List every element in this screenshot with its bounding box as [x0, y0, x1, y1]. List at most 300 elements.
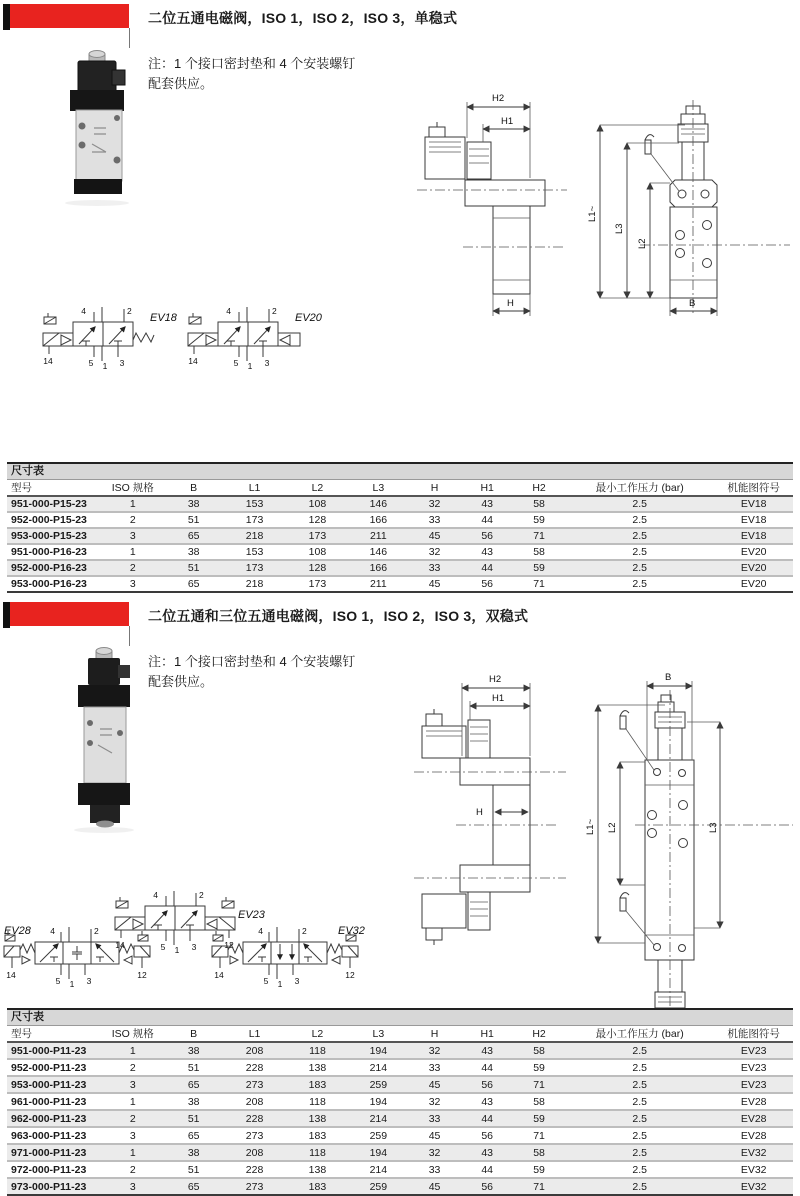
- value-cell: 146: [369, 546, 388, 558]
- table-row: [7, 1110, 793, 1127]
- port-label-14: 14: [115, 940, 125, 950]
- value-cell: 44: [481, 1112, 494, 1125]
- dimension-h: [476, 807, 528, 818]
- value-cell: 71: [533, 1078, 545, 1091]
- value-cell: 166: [369, 514, 388, 526]
- value-cell: 59: [533, 1163, 545, 1176]
- table-row: [7, 1127, 793, 1144]
- port-label-3: 3: [86, 976, 92, 986]
- model-number-cell: 953-000-P11-23: [11, 1078, 87, 1091]
- column-header: 最小工作压力 (bar): [595, 1028, 684, 1040]
- value-cell: EV32: [740, 1163, 767, 1176]
- value-cell: EV18: [740, 530, 767, 542]
- value-cell: 44: [481, 1163, 494, 1176]
- value-cell: 51: [187, 1112, 200, 1125]
- dim-label-h2: H2: [492, 93, 505, 104]
- value-cell: 1: [129, 1146, 136, 1159]
- table-row: [7, 1144, 793, 1161]
- dimension-l3: [614, 143, 679, 298]
- value-cell: 108: [308, 546, 327, 558]
- value-cell: 218: [245, 578, 264, 590]
- value-cell: 65: [187, 578, 200, 590]
- header-row: [7, 480, 793, 496]
- value-cell: 138: [308, 1112, 327, 1125]
- value-cell: 43: [481, 1146, 494, 1159]
- dimension-drawing-front-view: [575, 668, 800, 1030]
- symbol-code: EV18: [150, 312, 177, 324]
- table-row: [7, 544, 793, 560]
- value-cell: 211: [369, 578, 387, 590]
- value-cell: 32: [428, 546, 441, 558]
- banner-rule: [129, 626, 130, 646]
- symbol-drawing: [212, 927, 358, 979]
- value-cell: 138: [308, 1163, 327, 1176]
- value-cell: 65: [187, 1078, 200, 1091]
- value-cell: 1: [129, 1095, 136, 1108]
- value-cell: 228: [245, 1112, 264, 1125]
- port-label-1: 1: [174, 945, 180, 955]
- value-cell: 3: [129, 1180, 136, 1193]
- value-cell: EV32: [740, 1146, 767, 1159]
- value-cell: 58: [533, 1146, 545, 1159]
- valve-symbol-ev28: [2, 918, 167, 990]
- column-header: L2: [311, 1027, 324, 1040]
- port-label-1: 1: [69, 979, 75, 989]
- table-row: [7, 560, 793, 576]
- port-label-2: 2: [94, 926, 99, 936]
- section-red-banner: [10, 4, 129, 28]
- value-cell: 138: [308, 1061, 327, 1074]
- column-header: ISO 规格: [111, 482, 154, 494]
- value-cell: EV20: [740, 562, 767, 574]
- value-cell: 214: [369, 1112, 388, 1125]
- value-cell: 45: [428, 578, 441, 590]
- value-cell: EV18: [740, 514, 767, 526]
- value-cell: EV28: [740, 1112, 767, 1125]
- value-cell: 45: [428, 1078, 441, 1091]
- value-cell: 59: [533, 1112, 545, 1125]
- value-cell: 2.5: [632, 498, 647, 510]
- dimension-h: [493, 294, 530, 316]
- banner-rule: [129, 28, 130, 48]
- value-cell: 2.5: [632, 1061, 647, 1074]
- symbol-code: EV28: [4, 925, 31, 937]
- table-row: [7, 496, 793, 512]
- header-row: [7, 1026, 793, 1042]
- value-cell: 2.5: [632, 1112, 647, 1125]
- valve-outline: [414, 709, 566, 945]
- valve-symbol-ev18: [33, 304, 183, 370]
- model-number-cell: 951-000-P16-23: [11, 546, 87, 558]
- value-cell: 43: [481, 546, 494, 558]
- column-header: H1: [480, 1027, 494, 1040]
- value-cell: 43: [481, 1044, 494, 1057]
- value-cell: 273: [245, 1078, 264, 1091]
- port-label-4: 4: [258, 926, 263, 936]
- value-cell: 65: [187, 1129, 200, 1142]
- port-label-3: 3: [119, 358, 125, 368]
- dim-label-h: H: [507, 298, 514, 309]
- table-row: [7, 1042, 793, 1059]
- value-cell: 194: [369, 1044, 388, 1057]
- table: [7, 480, 793, 593]
- table: [7, 1026, 793, 1196]
- note-line-2: 配套供应。: [148, 674, 214, 689]
- value-cell: 44: [481, 562, 494, 574]
- model-number-cell: 951-000-P15-23: [11, 498, 87, 510]
- port-label-12: 12: [345, 970, 355, 980]
- value-cell: 33: [428, 1163, 441, 1176]
- dimension-h2: [462, 674, 530, 756]
- value-cell: 194: [369, 1146, 388, 1159]
- column-header: 最小工作压力 (bar): [595, 482, 684, 494]
- dimensions-table-2: [7, 1008, 793, 1196]
- product-photo-double-solenoid: [42, 645, 152, 835]
- dim-label-h1: H1: [501, 116, 514, 127]
- column-header: L2: [311, 481, 324, 494]
- value-cell: 2.5: [632, 546, 647, 558]
- value-cell: 32: [428, 1044, 441, 1057]
- value-cell: 173: [308, 530, 327, 542]
- dimension-h2: [467, 93, 530, 178]
- value-cell: 56: [481, 1129, 494, 1142]
- value-cell: 38: [187, 1095, 200, 1108]
- dimension-drawing-side-view: [400, 668, 575, 1008]
- value-cell: 56: [481, 1180, 494, 1193]
- value-cell: 273: [245, 1129, 264, 1142]
- value-cell: 218: [245, 530, 264, 542]
- value-cell: 1: [129, 546, 136, 558]
- note-line-2: 配套供应。: [148, 76, 214, 91]
- model-number-cell: 973-000-P11-23: [11, 1180, 87, 1193]
- column-header: 型号: [11, 1028, 32, 1040]
- symbol-code: EV23: [238, 909, 265, 921]
- banner-black-edge: [3, 602, 10, 628]
- value-cell: 43: [481, 498, 494, 510]
- value-cell: 58: [533, 498, 545, 510]
- value-cell: 2.5: [632, 1044, 647, 1057]
- value-cell: 45: [428, 1129, 441, 1142]
- value-cell: 214: [369, 1163, 388, 1176]
- port-label-5: 5: [88, 358, 94, 368]
- model-number-cell: 952-000-P11-23: [11, 1061, 87, 1074]
- column-header: B: [190, 1027, 198, 1040]
- dim-label-l2: L2: [637, 238, 648, 249]
- value-cell: 51: [187, 562, 200, 574]
- value-cell: 44: [481, 1061, 494, 1074]
- value-cell: 51: [187, 514, 200, 526]
- column-header: B: [190, 481, 198, 494]
- dimension-b: [670, 298, 717, 316]
- port-label-3: 3: [191, 942, 197, 952]
- value-cell: 173: [308, 578, 327, 590]
- value-cell: 33: [428, 514, 441, 526]
- product-photo-single-solenoid: [40, 48, 150, 200]
- value-cell: 259: [369, 1078, 388, 1091]
- value-cell: 108: [308, 498, 327, 510]
- section-red-banner: [10, 602, 129, 626]
- value-cell: 2.5: [632, 514, 647, 526]
- column-header: 型号: [11, 482, 32, 494]
- value-cell: 208: [245, 1044, 264, 1057]
- value-cell: 183: [308, 1180, 327, 1193]
- port-label-2: 2: [127, 306, 132, 316]
- port-label-5: 5: [55, 976, 61, 986]
- value-cell: 59: [533, 514, 545, 526]
- value-cell: 45: [428, 530, 441, 542]
- table-row: [7, 1161, 793, 1178]
- port-label-5: 5: [263, 976, 269, 986]
- value-cell: 1: [129, 498, 136, 510]
- value-cell: 71: [533, 1180, 545, 1193]
- dim-label-h: H: [476, 807, 483, 818]
- value-cell: 71: [533, 1129, 545, 1142]
- table-row: [7, 576, 793, 592]
- valve-outline: [417, 122, 567, 294]
- port-label-1: 1: [247, 361, 253, 371]
- value-cell: 194: [369, 1095, 388, 1108]
- model-number-cell: 963-000-P11-23: [11, 1129, 87, 1142]
- dim-label-h2: H2: [489, 674, 502, 685]
- port-label-4: 4: [81, 306, 86, 316]
- table-title: 尺寸表: [7, 1008, 793, 1026]
- value-cell: 118: [309, 1095, 326, 1108]
- value-cell: 3: [129, 530, 136, 542]
- value-cell: 118: [309, 1146, 326, 1159]
- value-cell: 183: [308, 1078, 327, 1091]
- port-label-14: 14: [6, 970, 16, 980]
- value-cell: 259: [369, 1180, 388, 1193]
- value-cell: 2.5: [632, 1163, 647, 1176]
- value-cell: 183: [308, 1129, 327, 1142]
- value-cell: EV23: [740, 1044, 767, 1057]
- value-cell: 2.5: [632, 1180, 647, 1193]
- value-cell: 59: [533, 1061, 545, 1074]
- column-header: L3: [372, 1027, 385, 1040]
- value-cell: 32: [428, 1146, 441, 1159]
- dimensions-table-1: [7, 462, 793, 593]
- column-header: H: [430, 481, 439, 494]
- value-cell: 2.5: [632, 1078, 647, 1091]
- dimension-l2: [637, 183, 670, 298]
- dim-label-l3: L3: [708, 822, 719, 833]
- note-line-1: 注：1 个接口密封垫和 4 个安装螺钉: [148, 654, 356, 669]
- model-number-cell: 971-000-P11-23: [11, 1146, 87, 1159]
- port-label-2: 2: [272, 306, 277, 316]
- value-cell: 2.5: [632, 1095, 647, 1108]
- column-header: 机能图符号: [727, 482, 780, 494]
- value-cell: 173: [245, 562, 264, 574]
- value-cell: 273: [245, 1180, 264, 1193]
- value-cell: 2: [129, 1163, 136, 1176]
- mounting-screw-detail-bottom: [620, 893, 654, 945]
- value-cell: 33: [428, 1061, 441, 1074]
- value-cell: 38: [187, 1044, 200, 1057]
- model-number-cell: 952-000-P16-23: [11, 562, 87, 574]
- column-header: H: [430, 1027, 439, 1040]
- value-cell: EV23: [740, 1061, 767, 1074]
- value-cell: EV18: [740, 498, 767, 510]
- value-cell: EV23: [740, 1078, 767, 1091]
- value-cell: 56: [481, 530, 494, 542]
- value-cell: 146: [369, 498, 388, 510]
- value-cell: 228: [245, 1163, 264, 1176]
- value-cell: EV20: [740, 546, 767, 558]
- valve-outline: [635, 690, 793, 1026]
- value-cell: 65: [187, 1180, 200, 1193]
- value-cell: 32: [428, 1095, 441, 1108]
- valve-symbol-ev32: [210, 918, 375, 990]
- column-header: ISO 规格: [111, 1028, 154, 1040]
- value-cell: 2.5: [632, 1129, 647, 1142]
- banner-black-edge: [3, 4, 10, 30]
- dim-label-b: B: [689, 298, 696, 309]
- value-cell: 214: [369, 1061, 388, 1074]
- port-label-1: 1: [102, 361, 108, 371]
- table-title: 尺寸表: [7, 462, 793, 480]
- value-cell: 3: [129, 578, 136, 590]
- symbol-drawing: [188, 307, 300, 361]
- valve-symbol-ev20: [178, 304, 328, 370]
- value-cell: EV32: [740, 1180, 767, 1193]
- value-cell: 51: [187, 1163, 200, 1176]
- value-cell: 2: [129, 562, 136, 574]
- value-cell: 128: [308, 562, 327, 574]
- symbol-drawing: [43, 307, 154, 361]
- value-cell: 118: [309, 1044, 326, 1057]
- dimension-drawing-front-view: [575, 82, 800, 347]
- value-cell: 128: [308, 514, 327, 526]
- value-cell: 208: [245, 1095, 264, 1108]
- value-cell: 2.5: [632, 1146, 647, 1159]
- dimension-h1: [470, 693, 530, 720]
- port-label-14: 14: [214, 970, 224, 980]
- column-header: L1: [248, 481, 261, 494]
- dim-label-l1: L1~: [587, 205, 598, 222]
- value-cell: 2: [129, 1112, 136, 1125]
- model-number-cell: 951-000-P11-23: [11, 1044, 87, 1057]
- port-label-14: 14: [188, 356, 198, 366]
- port-label-2: 2: [199, 890, 204, 900]
- model-number-cell: 972-000-P11-23: [11, 1163, 87, 1176]
- value-cell: 208: [245, 1146, 264, 1159]
- port-label-3: 3: [294, 976, 300, 986]
- value-cell: 2.5: [632, 562, 647, 574]
- value-cell: 58: [533, 1095, 545, 1108]
- value-cell: 45: [428, 1180, 441, 1193]
- column-header: L3: [372, 481, 385, 494]
- value-cell: 44: [481, 514, 494, 526]
- section-title: 二位五通电磁阀，ISO 1，ISO 2，ISO 3，单稳式: [148, 10, 458, 26]
- value-cell: 56: [481, 1078, 494, 1091]
- table-row: [7, 1059, 793, 1076]
- model-number-cell: 962-000-P11-23: [11, 1112, 87, 1125]
- table-row: [7, 512, 793, 528]
- dim-label-l1: L1~: [585, 818, 596, 835]
- column-header: 机能图符号: [727, 1028, 780, 1040]
- dim-label-l3: L3: [614, 223, 625, 234]
- value-cell: 33: [428, 562, 441, 574]
- value-cell: 32: [428, 498, 441, 510]
- value-cell: EV28: [740, 1129, 767, 1142]
- value-cell: 33: [428, 1112, 441, 1125]
- port-label-3: 3: [264, 358, 270, 368]
- model-number-cell: 953-000-P16-23: [11, 578, 87, 590]
- value-cell: 59: [533, 562, 545, 574]
- value-cell: 259: [369, 1129, 388, 1142]
- value-cell: 173: [245, 514, 264, 526]
- value-cell: 71: [533, 530, 545, 542]
- port-label-4: 4: [153, 890, 158, 900]
- table-row: [7, 1076, 793, 1093]
- dimension-h1: [483, 116, 530, 142]
- column-header: H2: [532, 1027, 546, 1040]
- value-cell: 3: [129, 1078, 136, 1091]
- value-cell: 2: [129, 1061, 136, 1074]
- section-title: 二位五通和三位五通电磁阀，ISO 1，ISO 2，ISO 3，双稳式: [148, 608, 529, 624]
- table-row: [7, 528, 793, 544]
- column-header: H1: [480, 481, 494, 494]
- supply-note: [148, 54, 428, 94]
- value-cell: 38: [187, 546, 200, 558]
- value-cell: 58: [533, 1044, 545, 1057]
- value-cell: 56: [481, 578, 494, 590]
- port-label-4: 4: [50, 926, 55, 936]
- port-label-1: 1: [277, 979, 283, 989]
- value-cell: 228: [245, 1061, 264, 1074]
- value-cell: 51: [187, 1061, 200, 1074]
- value-cell: 166: [369, 562, 388, 574]
- column-header: L1: [248, 1027, 261, 1040]
- value-cell: 38: [187, 498, 200, 510]
- port-label-12: 12: [224, 940, 234, 950]
- port-label-5: 5: [233, 358, 239, 368]
- value-cell: 58: [533, 546, 545, 558]
- value-cell: 2.5: [632, 530, 647, 542]
- port-label-5: 5: [160, 942, 166, 952]
- value-cell: EV28: [740, 1095, 767, 1108]
- table-row: [7, 1178, 793, 1195]
- supply-note: [148, 652, 428, 692]
- symbol-code: EV32: [338, 925, 365, 937]
- column-header: H2: [532, 481, 546, 494]
- port-label-14: 14: [43, 356, 53, 366]
- dimension-l2: [607, 762, 645, 885]
- value-cell: 1: [129, 1044, 136, 1057]
- model-number-cell: 952-000-P15-23: [11, 514, 87, 526]
- model-number-cell: 961-000-P11-23: [11, 1095, 87, 1108]
- value-cell: 211: [369, 530, 387, 542]
- port-label-4: 4: [226, 306, 231, 316]
- port-label-2: 2: [302, 926, 307, 936]
- value-cell: 153: [245, 546, 264, 558]
- value-cell: 43: [481, 1095, 494, 1108]
- value-cell: 2.5: [632, 578, 647, 590]
- value-cell: 2: [129, 514, 136, 526]
- valve-outline: [640, 100, 790, 314]
- dimension-drawing-side-view: [405, 82, 580, 347]
- port-label-12: 12: [137, 970, 147, 980]
- table-row: [7, 1093, 793, 1110]
- value-cell: 71: [533, 578, 545, 590]
- dim-label-l2: L2: [607, 822, 618, 833]
- dim-label-b: B: [665, 672, 672, 683]
- value-cell: 3: [129, 1129, 136, 1142]
- note-line-1: 注：1 个接口密封垫和 4 个安装螺钉: [148, 56, 356, 71]
- model-number-cell: 953-000-P15-23: [11, 530, 87, 542]
- value-cell: EV20: [740, 578, 767, 590]
- symbol-code: EV20: [295, 312, 322, 324]
